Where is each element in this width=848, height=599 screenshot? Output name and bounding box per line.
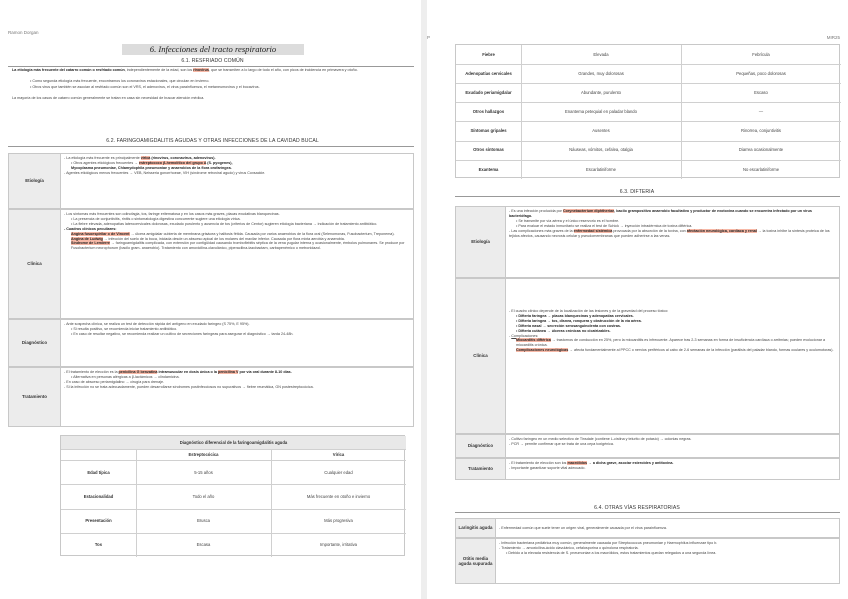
right-page xyxy=(427,0,848,599)
cell-value: Ausentes xyxy=(592,128,610,134)
page-mark: P xyxy=(427,35,431,40)
section-divider xyxy=(8,66,414,67)
row-label: Otros síntomas xyxy=(473,147,504,153)
cell-value: Diarrea ocasionalmente xyxy=(738,147,784,153)
cell-value: Brusca xyxy=(196,518,211,524)
section-heading-6-2: 6.2. FARINGOAMIGDALITIS AGUDAS Y OTRAS INFECCIONES DE LA CAVIDAD BUCAL xyxy=(106,138,319,144)
row-content: - Es una infección producida por Corynebacterium diphtheriae, bacilo grampositivo anaerobio facultativo y productor de exotoxina cuando se encuentra infectado por un virus bacteriófago. • Se transmite por vía aérea y el único reservorio es el hombre. • Para evaluar el estado inmunitario se realiza el test de Schick → inyección intradérmica de toxina diftérica. - Las complicaciones más graves de la enfermedad sistémica provocada por la absorción de la toxina, con afectación neurológica, cardíaca y renal → la toxina inhibe la síntesis proteica de los tejidos afectos, causando necrosis celular y pseudomembranas que pueden adherirse a las venas. xyxy=(509,209,830,238)
cell-value: Más frecuente en otoño e invierno xyxy=(306,493,371,499)
cell-value: Importante, irritativa xyxy=(319,542,357,548)
row-label: Fiebre xyxy=(482,51,495,57)
bullet-otros-virus: • Otros virus que también se asocian al resfriado común son el VRS, el adenovirus, el virus parainfluenza, el metaneumovirus y el bocavirus. xyxy=(30,84,260,89)
table-header-virica: Vírica xyxy=(332,451,345,457)
bullet-coronavirus: • Como segunda etiología más frecuente, encontramos los coronavirus estacionales, que circulan en invierno. xyxy=(30,79,210,83)
chapter-title: 6. Infecciones del tracto respiratorio xyxy=(122,44,304,55)
row-content: - Enfermedad común que suele tener un origen viral, generalmente causada por el virus parainfluenza. xyxy=(499,525,667,530)
row-label: Diagnóstico xyxy=(456,435,506,457)
cell-value: Todo el año xyxy=(192,493,215,499)
cell-value: Enantema petequial en paladar blando xyxy=(565,109,637,115)
cell-value: Grandes, muy dolorosas xyxy=(578,71,624,77)
row-tratamiento xyxy=(8,367,414,427)
row-otitis xyxy=(455,538,840,584)
section-divider xyxy=(455,196,840,197)
row-label: Tos xyxy=(94,542,103,548)
section-divider xyxy=(8,146,414,147)
cell-value: Elevada xyxy=(593,51,609,57)
row-difteria-clinica xyxy=(455,278,840,434)
row-content: - El cuadro clínico depende de la localización de las lesiones y de la gravedad del proceso tóxico: • Difteria faríngea → placas blanquecinas y adenopatías cervicales. • Difteria laríngea → tos, disnea, ronquera y obstrucción de la vía aérea. • Difteria nasal → secreción serosanguinolenta con costras. • Difteria cutánea → úlceras crónicas no cicatrizables. - Complicaciones: Miocarditis diftérica → trastornos de conducción en 25%, pero la miocarditis es infrecuente. Aparece tras 2-3 semanas en forma de insuficiencia cardíaca o arritmias; pueden evolucionar a miocarditis crónica. Complicaciones neurológicas → afecta fundamentalmente al PPCC o nervios periféricos al cabo de 2-6 semanas de la infección (parálisis del paladar blando, formas oculares y oculomotoras). xyxy=(509,309,834,353)
table-title: Diagnóstico diferencial de la faringoamigdalitis aguda xyxy=(61,436,406,449)
row-label: Tratamiento xyxy=(9,368,61,426)
row-etiologia xyxy=(8,153,414,209)
exam-code: MIR25 xyxy=(826,35,840,40)
section-divider xyxy=(455,512,840,513)
cell-value: Febrícula xyxy=(752,51,770,57)
row-label: Etiología xyxy=(456,207,506,277)
cell-value: — xyxy=(758,109,764,115)
row-difteria-diagnostico xyxy=(455,434,840,458)
cell-value: Escaso xyxy=(754,90,768,96)
row-label: Tratamiento xyxy=(456,459,506,479)
table-header-estreptococica: Estreptocócica xyxy=(188,451,219,457)
row-content: - Infección bacteriana pediátrica muy común, generalmente causada por Streptococcus pneumoniae y Haemophilus influenzae tipo b. - Tratamiento → amoxicilina-ácido clavulánico, cefalosporina o quinolona respiratoria. • Debido a la elevada resistencia de S. pneumoniae a los macrólidos, estos tratamientos quedan relegados a una segunda línea. xyxy=(499,541,718,555)
row-content: - El tratamiento de elección es la penicilina G benzatina intramuscular en dosis única o la penicilina V por vía oral durante 8-10 días. • Alternativa en personas alérgicas a β-lactámicos → clindamicina. - En caso de absceso periamigdalino → cirugía para drenaje. - Si la infección no se trata adecuadamente, pueden desarrollarse síndromes postinfecciosos no supurativos → fiebre reumática, GN postestreptocócica. xyxy=(64,370,314,389)
differential-diagnosis-table-continued xyxy=(455,44,840,178)
row-label: Exantema xyxy=(478,166,499,172)
row-label: Clínica xyxy=(456,279,506,433)
row-label: Otros hallazgos xyxy=(472,109,505,115)
paragraph-resfriado-etiologia: La etiología más frecuente del catarro común o resfriado común, independientemente de la edad, son los rinovirus, que se transmiten a lo largo de todo el año, con picos de incidencia en primavera y otoño. xyxy=(12,68,358,72)
row-label: Presentación xyxy=(85,518,112,524)
cell-value: Escasa xyxy=(196,542,211,548)
row-label: Otitis media aguda supurada xyxy=(456,539,496,583)
row-label: Diagnóstico xyxy=(9,320,61,366)
row-content: - Los síntomas más frecuentes son odinofagia, tos, faringe eritematosa y en los casos más graves, placas exudativas blanquecinas. • La presencia de conjuntivitis, rinitis o sintomatología digestiva concurrente sugiere una etiología vírica. • La fiebre elevada, adenopatías laterocervicales dolorosas, exudado purulento y ausencia de tos (criterios de Centor) sugieren etiología bacteriana → indicación de tratamiento antibiótico. - Cuadros clínicos peculiares: Angina fusoespirilar o de Vincent → úlcera amigdalar cubierta de membrana grisácea y halitosis fétida. Causada por varios anaerobios de la flora oral (Selenomonas, Fusobacterium, Treponema). Angina de Ludwig → infección del suelo de la boca, iniciada desde un absceso apical de los molares del maxilar inferior. Causada por flora mixta aerobia y anaerobia. Síndrome de Lemierre → faringoamigdalitis complicada, con extensión por contigüidad causando tromboflebitis séptica de la vena yugular interna y ocasionalmente, émbolos pulmonares. Se produce por Fusobacterium necrophorum (bacilo gram- anaerobio). Tratamiento con amoxicilina-clavulánico, piperacilina-tazobactam, carbapenémico o metronidazol. xyxy=(64,212,405,251)
row-label: Síntomas gripales xyxy=(470,128,507,134)
row-content: - Ante sospecha clínica, se realiza un test de detección rápida del antígeno en exudado faríngeo (S 75%, E 95%). • Si resulta positivo, se recomienda iniciar tratamiento antibiótico. • En caso de resultar negativo, se recomienda realizar un cultivo de secreciones faríngeas para asegurar el diagnóstico → tarda 24-48h. xyxy=(64,322,294,336)
row-content: - Cultivo faríngeo en un medio selectivo de Tinsdale (contiene L-cistina y telurito de potasio) → colonias negras. - PCR → permite confirmar que se trata de una cepa toxigénica. xyxy=(509,437,692,446)
row-diagnostico xyxy=(8,319,414,367)
row-label: Clínica xyxy=(9,210,61,318)
row-label: Adenopatías cervicales xyxy=(465,71,512,77)
author-name: Ramon Dorgan xyxy=(8,30,39,35)
differential-diagnosis-table xyxy=(60,435,405,556)
row-difteria-etiologia xyxy=(455,206,840,278)
left-page xyxy=(0,0,421,599)
row-content: - La etiología más frecuente es principalmente vírica (rinovirus, coronavirus, adenovirus). • Otros agentes etiológicos frecuentes → estreptococo β-hemolítico del grupo A (S. pyogenes), Mycoplasma pneumoniae, Chlamydophila pneumoniae y anaerobios de la flora orofaríngea. - Agentes etiológicos menos frecuentes → VEB, Neisseria gonorrhoeae, VIH (síndrome retroviral agudo) y virus Coxsackie. xyxy=(64,156,266,175)
cell-value: Más progresiva xyxy=(324,518,353,524)
paragraph-tratamiento-casa: La mayoría de los casos de catarro común generalmente se tratan en casa sin necesidad de buscar atención médica. xyxy=(12,96,205,100)
row-content: - El tratamiento de elección son los macrólidos → a dicha grave, asociar esteroides y antitoxina. - Importante garantizar soporte vital adecuado. xyxy=(509,461,674,470)
section-heading-6-1: 6.1. RESFRIADO COMÚN xyxy=(181,58,244,64)
cell-value: Rinorrea, conjuntivitis xyxy=(740,128,782,134)
cell-value: Náuseas, vómitos, cefalea, otalgia xyxy=(569,147,633,153)
cell-value: Cualquier edad xyxy=(324,469,353,475)
section-heading-6-3: 6.3. DIFTERIA xyxy=(619,189,655,195)
row-label: Exudado periamigdalar xyxy=(465,90,512,96)
section-heading-6-4: 6.4. OTRAS VÍAS RESPIRATORIAS xyxy=(594,505,680,511)
row-label: Etiología xyxy=(9,154,61,208)
cell-value: 5-15 años xyxy=(194,469,213,475)
cell-value: Escarlatiniforme xyxy=(585,166,617,172)
row-label: Estacionalidad xyxy=(83,493,114,499)
row-label: Laringitis aguda xyxy=(456,519,496,537)
cell-value: No escarlatiniforme xyxy=(742,166,780,172)
row-difteria-tratamiento xyxy=(455,458,840,480)
row-label: Edad típica xyxy=(87,469,110,475)
row-laringitis xyxy=(455,518,840,538)
row-clinica xyxy=(8,209,414,319)
cell-value: Abundante, purulento xyxy=(580,90,622,96)
cell-value: Pequeñas, poco dolorosas xyxy=(736,71,786,77)
